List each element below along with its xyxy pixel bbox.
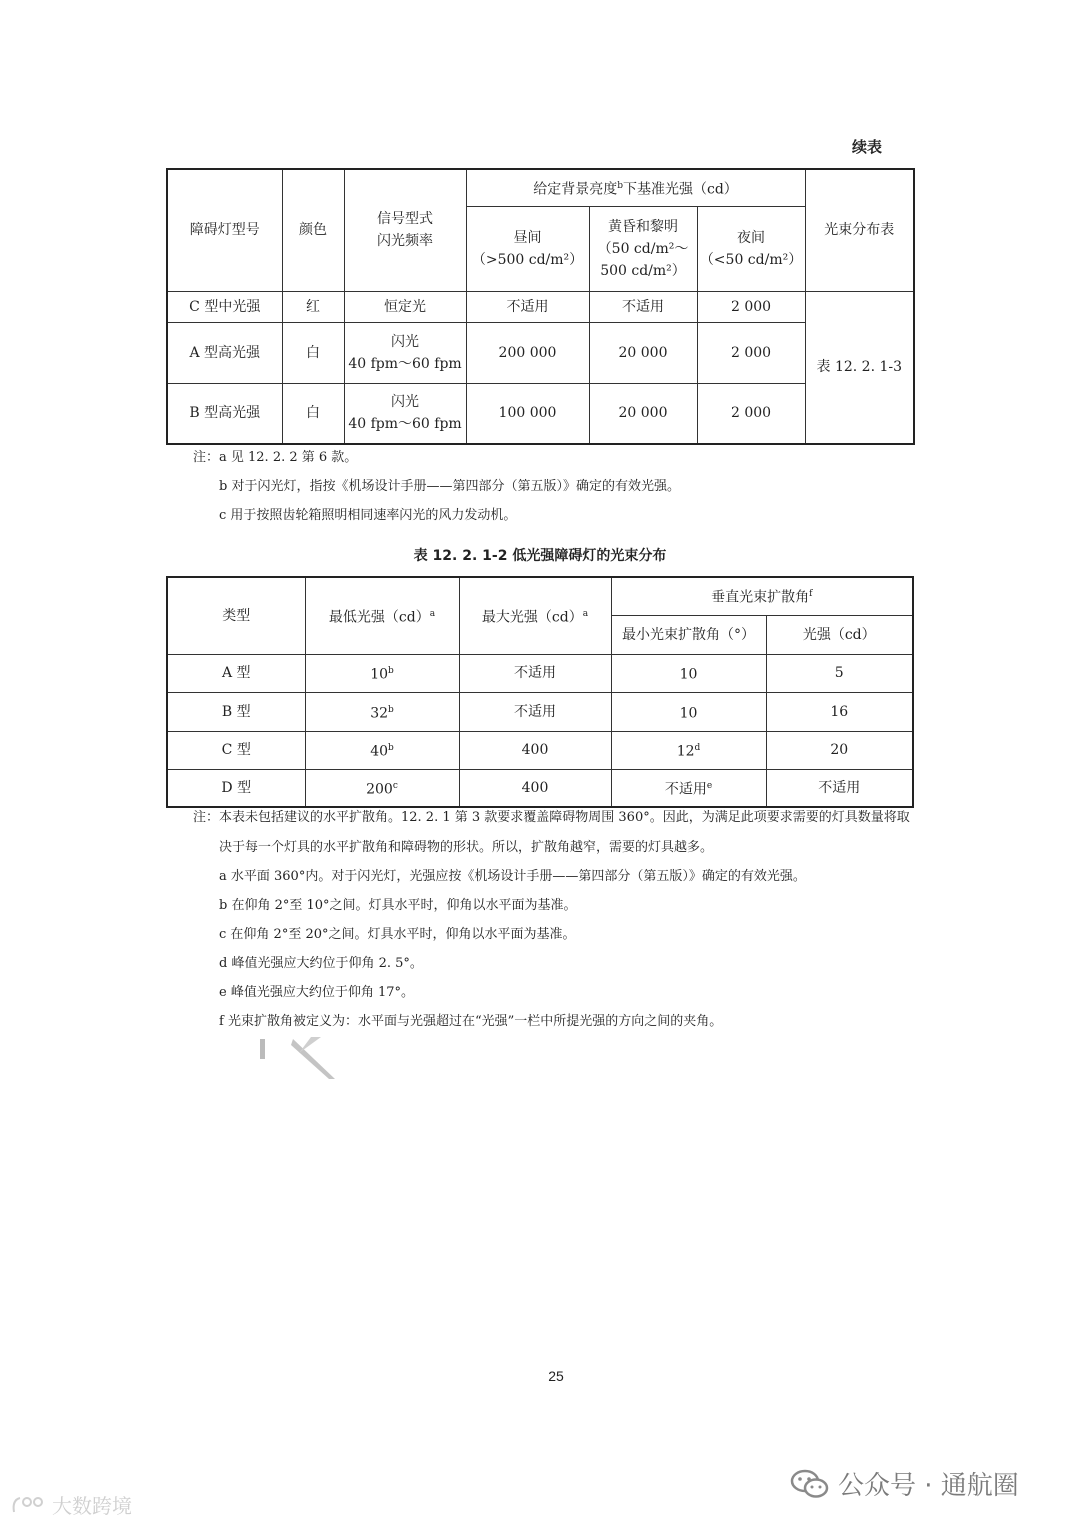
cell-night: 2 000 <box>697 291 805 322</box>
cell-dusk: 不适用 <box>589 291 697 322</box>
cell-intensity: 16 <box>766 692 913 731</box>
cell-type: C 型中光强 <box>167 291 282 322</box>
cell-min <box>305 769 459 807</box>
cell-angle-value: 10 <box>679 705 698 722</box>
cell-type: A 型高光强 <box>167 322 282 383</box>
cell-intensity: 20 <box>766 731 913 769</box>
cell-angle <box>611 731 766 769</box>
cell-dusk: 20 000 <box>589 322 697 383</box>
table2-note-f: f 光束扩散角被定义为：水平面与光强超过在“光强”一栏中所提光强的方向之间的夹角。 <box>219 1014 723 1029</box>
cell-max: 不适用 <box>459 654 611 692</box>
cell-angle <box>611 769 766 807</box>
scan-artifact-mark <box>255 1035 345 1085</box>
cell-angle <box>611 654 766 692</box>
header-group-sup: f <box>809 589 813 600</box>
cell-max: 不适用 <box>459 692 611 731</box>
watermark-right <box>790 1465 1019 1502</box>
header-background-group <box>466 169 805 206</box>
watermark-left-text: 大数跨境 <box>52 1494 132 1518</box>
cell-min-value: 32 <box>370 705 389 722</box>
cell-signal: 恒定光 <box>344 291 466 322</box>
table-row <box>167 731 913 769</box>
header-day: 昼间 （>500 cd/m²） <box>466 206 589 291</box>
cell-day: 不适用 <box>466 291 589 322</box>
table-row <box>167 291 914 322</box>
cell-color: 白 <box>282 383 344 444</box>
table2-note-main-cont: 决于每一个灯具的水平扩散角和障碍物的形状。所以，扩散角越窄，需要的灯具越多。 <box>219 840 714 855</box>
table-row <box>167 654 913 692</box>
continued-label: 续表 <box>852 138 883 156</box>
cell-min-sup: b <box>388 704 394 715</box>
cell-min-value: 10 <box>370 666 389 683</box>
cell-intensity: 5 <box>766 654 913 692</box>
header-max-label: 最大光强（cd） <box>481 609 583 626</box>
cell-signal: 闪光 40 fpm～60 fpm <box>344 322 466 383</box>
cell-min <box>305 731 459 769</box>
cell-min-sup: b <box>388 743 394 754</box>
header-min-label: 最低光强（cd） <box>328 609 430 626</box>
cell-signal: 闪光 40 fpm～60 fpm <box>344 383 466 444</box>
cell-min <box>305 654 459 692</box>
header-dusk: 黄昏和黎明 （50 cd/m²～ 500 cd/m²） <box>589 206 697 291</box>
cell-angle-value: 12 <box>676 743 695 760</box>
cell-distribution: 表 12. 2. 1-3 <box>805 291 914 444</box>
header-group-post: 下基准光强（cd） <box>622 181 738 198</box>
cell-type: B 型 <box>167 692 305 731</box>
cell-max: 400 <box>459 731 611 769</box>
cell-type: B 型高光强 <box>167 383 282 444</box>
cell-angle-sup: e <box>706 780 713 791</box>
cell-intensity: 不适用 <box>766 769 913 807</box>
cell-type: D 型 <box>167 769 305 807</box>
page-number: 25 <box>548 1368 564 1384</box>
header-group-label: 垂直光束扩散角 <box>711 590 810 607</box>
table-row <box>167 383 914 444</box>
cell-angle-value: 10 <box>679 666 698 683</box>
table2-note-a: a 水平面 360°内。对于闪光灯，光强应按《机场设计手册——第四部分（第五版）》确定的有效光强。 <box>219 869 806 884</box>
header-min-sup: a <box>429 608 436 619</box>
table2-note-main: 注：本表未包括建议的水平扩散角。12. 2. 1 第 3 款要求覆盖障碍物周围 360°。因此，为满足此项要求需要的灯具数量将取 <box>193 810 910 825</box>
header-type: 类型 <box>167 577 305 654</box>
cell-night: 2 000 <box>697 383 805 444</box>
cell-min-value: 200 <box>366 781 393 798</box>
wechat-icon <box>790 1469 830 1499</box>
table-row <box>167 769 913 807</box>
table2-note-d: d 峰值光强应大约位于仰角 2. 5°。 <box>219 956 423 971</box>
header-light-type: 障碍灯型号 <box>167 169 282 291</box>
header-intensity: 光强（cd） <box>766 615 913 654</box>
header-max-intensity <box>459 577 611 654</box>
cell-min-sup: c <box>392 780 398 791</box>
header-vertical-spread <box>611 577 913 615</box>
cell-angle <box>611 692 766 731</box>
cell-type: C 型 <box>167 731 305 769</box>
watermark-account: 公众号 · 通航圈 <box>838 1471 1019 1501</box>
cell-color: 红 <box>282 291 344 322</box>
header-signal: 信号型式 闪光频率 <box>344 169 466 291</box>
table2-note-b: b 在仰角 2°至 10°之间。灯具水平时，仰角以水平面为基准。 <box>219 898 577 913</box>
table1-note-a: 注：a 见 12. 2. 2 第 6 款。 <box>193 450 358 465</box>
header-group-pre: 给定背景亮度 <box>533 181 618 198</box>
table1-note-c: c 用于按照齿轮箱照明相同速率闪光的风力发动机。 <box>219 508 517 523</box>
header-min-angle: 最小光束扩散角（°） <box>611 615 766 654</box>
logo-icon <box>10 1494 48 1516</box>
cell-day: 100 000 <box>466 383 589 444</box>
header-min-intensity <box>305 577 459 654</box>
table-row <box>167 322 914 383</box>
table-row <box>167 692 913 731</box>
header-color: 颜色 <box>282 169 344 291</box>
cell-angle-value: 不适用 <box>664 781 707 798</box>
cell-type: A 型 <box>167 654 305 692</box>
header-night: 夜间 （<50 cd/m²） <box>697 206 805 291</box>
cell-max: 400 <box>459 769 611 807</box>
cell-day: 200 000 <box>466 322 589 383</box>
table2-caption: 表 12. 2. 1-2 低光强障碍灯的光束分布 <box>413 548 667 564</box>
table2-note-c: c 在仰角 2°至 20°之间。灯具水平时，仰角以水平面为基准。 <box>219 927 576 942</box>
header-distribution: 光束分布表 <box>805 169 914 291</box>
header-max-sup: a <box>582 608 589 619</box>
watermark-left <box>10 1490 132 1519</box>
low-intensity-light-table <box>166 576 914 808</box>
header-group-sup: b <box>617 180 623 191</box>
table2-note-e: e 峰值光强应大约位于仰角 17°。 <box>219 985 415 1000</box>
cell-dusk: 20 000 <box>589 383 697 444</box>
obstacle-light-intensity-table <box>166 168 915 445</box>
cell-min <box>305 692 459 731</box>
cell-color: 白 <box>282 322 344 383</box>
cell-min-sup: b <box>388 666 394 677</box>
cell-angle-sup: d <box>694 743 701 754</box>
cell-night: 2 000 <box>697 322 805 383</box>
table1-note-b: b 对于闪光灯，指按《机场设计手册——第四部分（第五版）》确定的有效光强。 <box>219 479 680 494</box>
cell-min-value: 40 <box>370 743 389 760</box>
